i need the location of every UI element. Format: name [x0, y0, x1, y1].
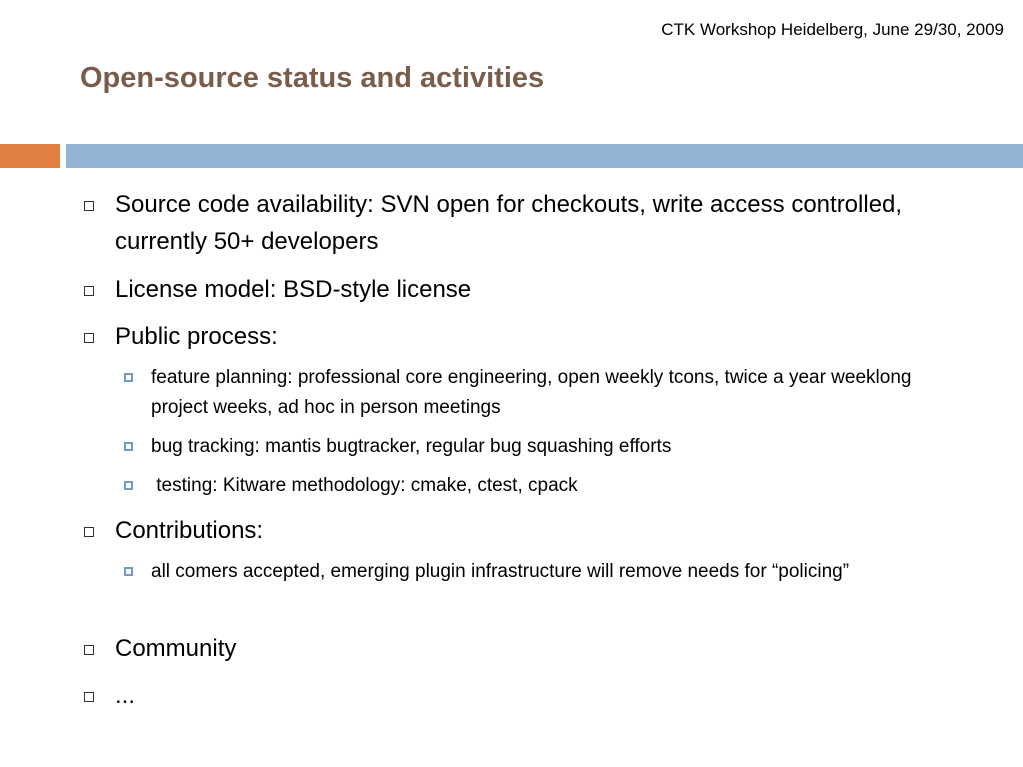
bullet-square-icon [84, 645, 94, 655]
bullet-item: Contributions: [115, 517, 264, 544]
sub-bullet-square-icon [124, 442, 133, 451]
sub-bullet-item: bug tracking: mantis bugtracker, regular bug squashing efforts [151, 436, 672, 457]
slide-title: Open-source status and activities [80, 62, 545, 94]
bullet-item: Source code availability: SVN open for checkouts, write access controlled, currently 50+ developers [115, 191, 903, 255]
bullet-square-icon [84, 527, 94, 537]
bullet-item: ... [115, 682, 136, 709]
bullet-square-icon [84, 692, 94, 702]
sub-bullet-item: testing: Kitware methodology: cmake, ctest, cpack [151, 475, 578, 496]
sub-bullet-item: all comers accepted, emerging plugin infrastructure will remove needs for “policing” [151, 561, 850, 582]
header-note: CTK Workshop Heidelberg, June 29/30, 2009 [661, 20, 1004, 39]
sub-bullet-square-icon [124, 481, 133, 490]
bullet-square-icon [84, 286, 94, 296]
sub-bullet-square-icon [124, 373, 133, 382]
bullet-item: License model: BSD-style license [115, 276, 472, 303]
bullet-item: Public process: [115, 323, 278, 350]
bullet-item: Community [115, 635, 237, 662]
sub-bullet-square-icon [124, 567, 133, 576]
bullet-square-icon [84, 333, 94, 343]
sub-bullet-item: feature planning: professional core engineering, open weekly tcons, twice a year weeklong project weeks, ad hoc in person meetings [151, 367, 912, 418]
bullet-square-icon [84, 201, 94, 211]
